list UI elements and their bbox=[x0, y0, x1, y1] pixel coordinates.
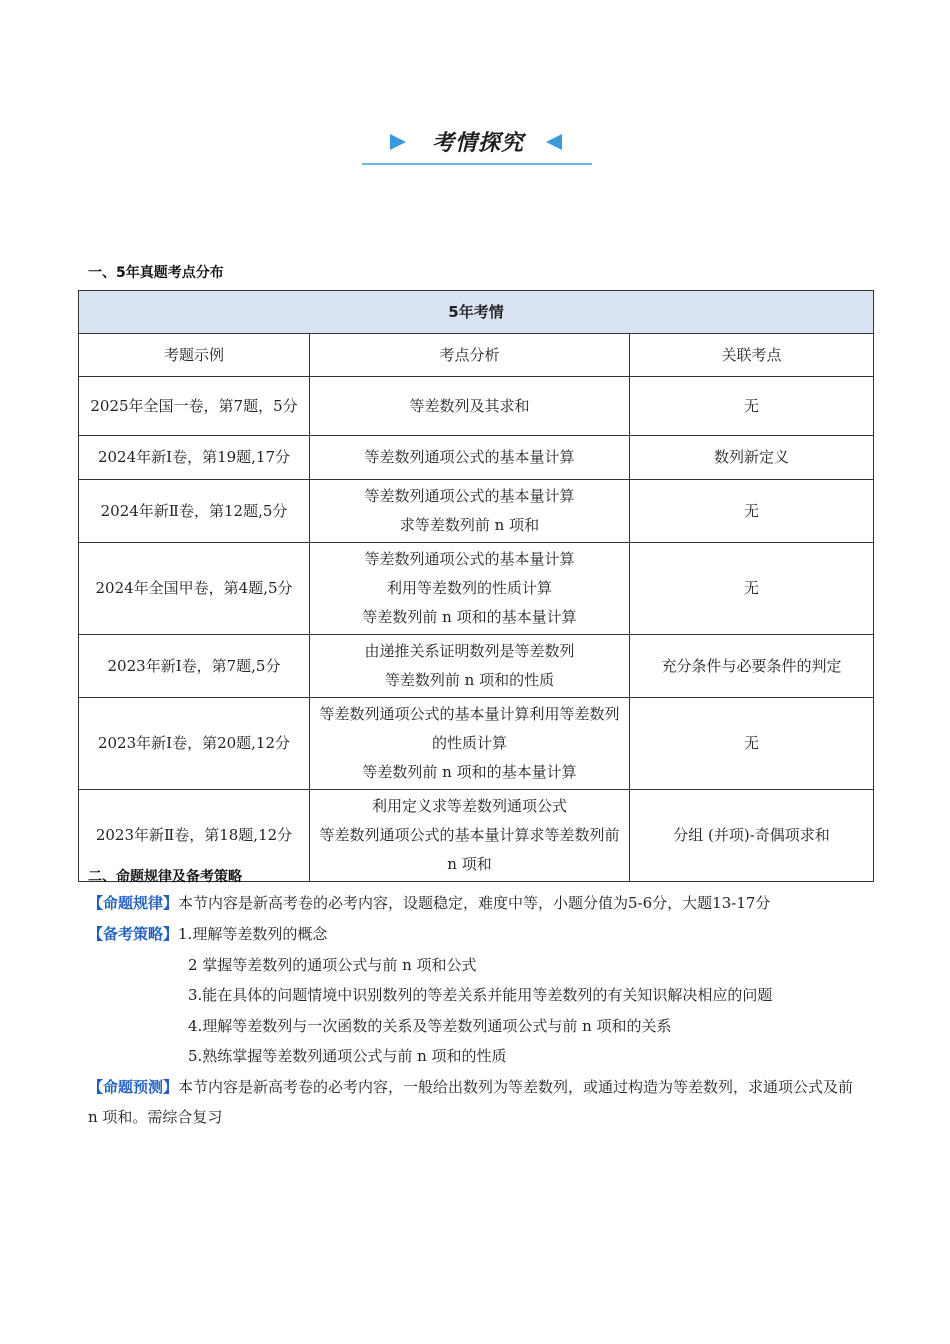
prediction-paragraph bbox=[88, 1072, 866, 1132]
cell-example: 2024年新I卷，第19题,17分 bbox=[79, 436, 310, 480]
cell-related: 分组 (并项)-奇偶项求和 bbox=[630, 790, 874, 882]
analysis-line: 等差数列前 n 项和的性质 bbox=[384, 671, 555, 689]
analysis-line: 求等差数列前 n 项和 bbox=[399, 516, 540, 534]
cell-example: 2023年新I卷，第7题,5分 bbox=[79, 635, 310, 698]
cell-related: 数列新定义 bbox=[630, 436, 874, 480]
table-row bbox=[79, 377, 874, 436]
strategy-item: 2 掌握等差数列的通项公式与前 n 项和公式 bbox=[188, 956, 477, 974]
cell-analysis bbox=[310, 635, 630, 698]
section-banner bbox=[362, 120, 592, 166]
cell-analysis bbox=[310, 480, 630, 543]
banner-title: 考情探究 bbox=[431, 131, 524, 156]
cell-related: 无 bbox=[630, 377, 874, 436]
rule-paragraph bbox=[88, 888, 866, 918]
cell-related: 无 bbox=[630, 698, 874, 790]
table-caption: 5年考情 bbox=[79, 291, 874, 334]
strategy-tag: 【备考策略】 bbox=[88, 925, 179, 943]
analysis-line: 等差数列通项公式的基本量计算求等差数列前 n 项和 bbox=[319, 826, 620, 873]
cell-example: 2025年全国一卷，第7题，5分 bbox=[79, 377, 310, 436]
strategy-item: 1.理解等差数列的概念 bbox=[178, 925, 328, 943]
exam-table bbox=[78, 290, 874, 882]
rule-tag: 【命题规律】 bbox=[88, 894, 179, 912]
cell-analysis bbox=[310, 377, 630, 436]
cell-example: 2023年新I卷，第20题,12分 bbox=[79, 698, 310, 790]
strategy-paragraph bbox=[88, 919, 866, 949]
prediction-text: 本节内容是新高考卷的必考内容，一般给出数列为等差数列，或通过构造为等差数列，求通项公式及前 n 项和。需综合复习 bbox=[88, 1078, 854, 1126]
strategy-item: 4.理解等差数列与一次函数的关系及等差数列通项公式与前 n 项和的关系 bbox=[188, 1017, 672, 1035]
table-row bbox=[79, 635, 874, 698]
cell-example: 2023年新Ⅱ卷，第18题,12分 bbox=[79, 790, 310, 882]
cell-related: 无 bbox=[630, 480, 874, 543]
analysis-line: 等差数列通项公式的基本量计算 bbox=[364, 487, 575, 505]
cell-analysis bbox=[310, 436, 630, 480]
strategy-item: 3.能在具体的问题情境中识别数列的等差关系并能用等差数列的有关知识解决相应的问题 bbox=[188, 986, 773, 1004]
analysis-line: 等差数列通项公式的基本量计算 bbox=[364, 448, 575, 466]
table-row bbox=[79, 543, 874, 635]
table-row bbox=[79, 698, 874, 790]
analysis-line: 等差数列前 n 项和的基本量计算 bbox=[362, 608, 577, 626]
triangle-left-icon bbox=[546, 134, 562, 150]
cell-example: 2024年新Ⅱ卷，第12题,5分 bbox=[79, 480, 310, 543]
cell-related: 充分条件与必要条件的判定 bbox=[630, 635, 874, 698]
strategy-item: 5.熟练掌握等差数列通项公式与前 n 项和的性质 bbox=[188, 1047, 507, 1065]
cell-example: 2024年全国甲卷，第4题,5分 bbox=[79, 543, 310, 635]
cell-related: 无 bbox=[630, 543, 874, 635]
analysis-line: 等差数列通项公式的基本量计算利用等差数列的性质计算 bbox=[319, 705, 620, 752]
table-row bbox=[79, 480, 874, 543]
table-header-row bbox=[79, 334, 874, 377]
cell-analysis bbox=[310, 790, 630, 882]
section2-heading: 二、命题规律及备考策略 bbox=[88, 869, 242, 885]
prediction-tag: 【命题预测】 bbox=[88, 1078, 179, 1096]
analysis-line: 利用等差数列的性质计算 bbox=[386, 579, 552, 597]
banner-underline bbox=[362, 163, 592, 165]
cell-analysis bbox=[310, 698, 630, 790]
analysis-line: 由递推关系证明数列是等差数列 bbox=[364, 642, 575, 660]
rule-text: 本节内容是新高考卷的必考内容，设题稳定，难度中等，小题分值为5-6分，大题13-17分 bbox=[178, 894, 771, 912]
cell-analysis bbox=[310, 543, 630, 635]
table-caption-row bbox=[79, 291, 874, 334]
section1-heading: 一、5年真题考点分布 bbox=[88, 265, 224, 281]
analysis-line: 等差数列前 n 项和的基本量计算 bbox=[362, 763, 577, 781]
analysis-line: 等差数列及其求和 bbox=[409, 396, 530, 415]
col-header-related: 关联考点 bbox=[630, 334, 874, 377]
table-row bbox=[79, 436, 874, 480]
analysis-line: 等差数列通项公式的基本量计算 bbox=[364, 550, 575, 568]
analysis-line: 利用定义求等差数列通项公式 bbox=[371, 797, 567, 815]
triangle-right-icon bbox=[390, 134, 406, 150]
col-header-analysis: 考点分析 bbox=[310, 334, 630, 377]
col-header-example: 考题示例 bbox=[79, 334, 310, 377]
